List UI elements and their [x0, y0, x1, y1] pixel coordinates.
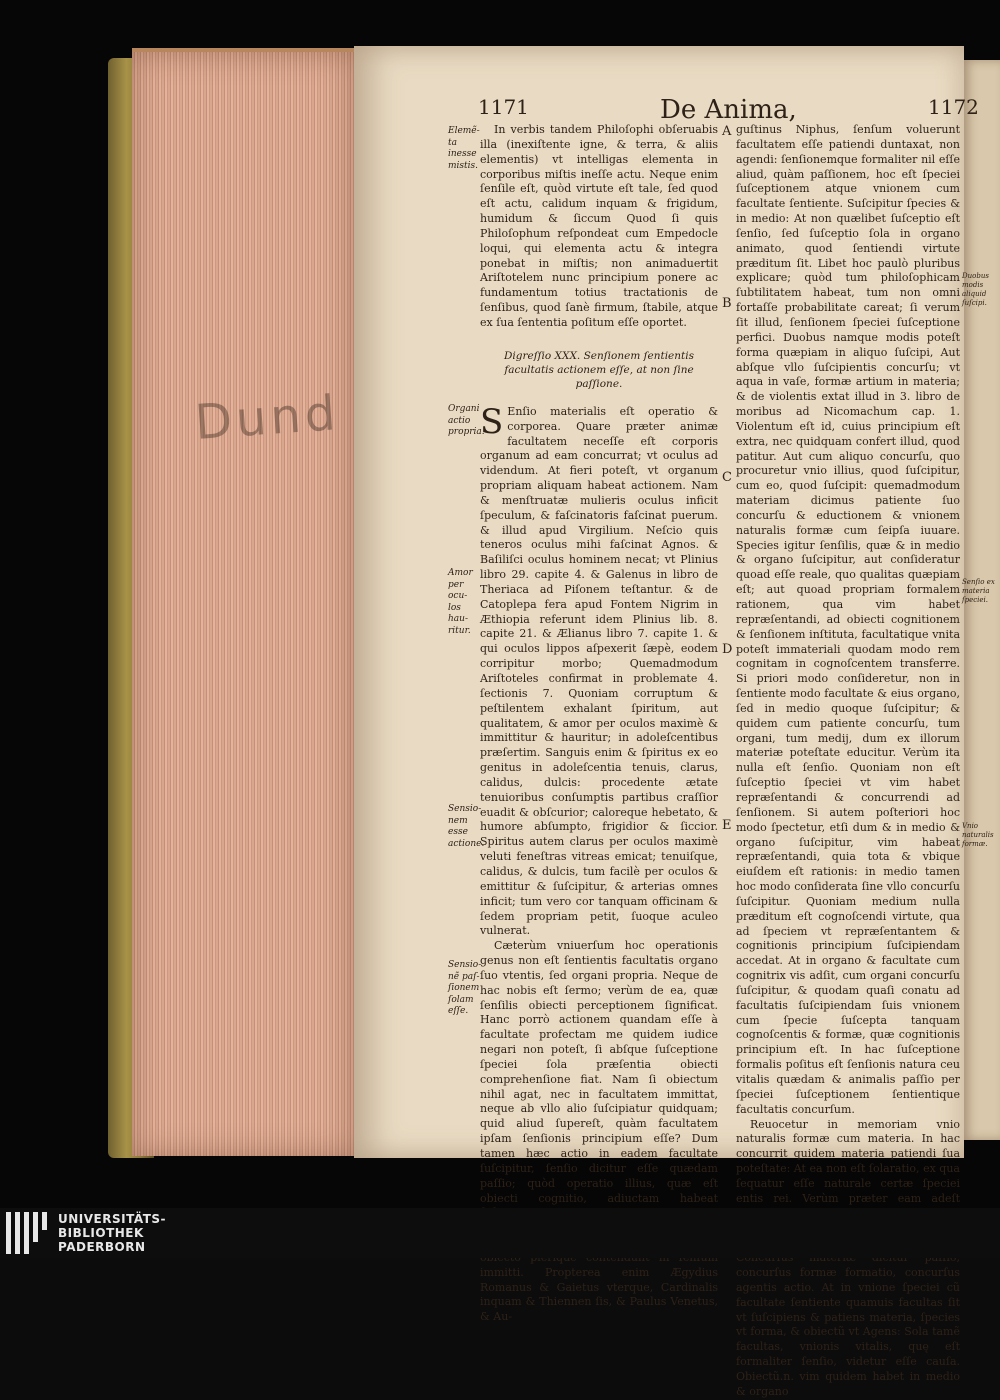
margin-note: Sensio-nẽ paſ-ſionem ſolam eſſe.: [448, 960, 482, 1016]
section-letter: B: [722, 296, 732, 311]
paragraph: Reuocetur in memoriam vnio naturalis formæ cum materia. In hac concurrit quidem materia patiendi ſua poteſtate: At ea non eſt ſolaratio, ex qua ſequatur eſſe naturale certæ ſpeciei entis rei. Verùm præter eam adeſt concurſus formæ formatio, concurſus agentis actio. At in vnione ſpeciei cũ facultate ſentiente quamuis facultas ſit vt ſuſcipiens & patiens materia, ſpecies vt forma, & obiectũ vt Agens: Sola tamẽ facultas, vnionis vitalis, quę eſt formaliter ſenſio, videtur eſſe cauſa. Obiectũ.n. vim quidem habet in medio & organo: [736, 1117, 960, 1398]
drop-cap: S: [480, 401, 504, 442]
margin-note-right: Duobus modis aliquid ſuſcipi.: [962, 272, 989, 307]
margin-note-right: Vnio naturalis formæ.: [962, 822, 994, 848]
margin-note: Organi actio propria.: [448, 404, 485, 437]
text-column-left: [480, 123, 718, 1325]
library-name-line: PADERBORN: [58, 1240, 146, 1254]
paragraph: [480, 401, 718, 939]
section-letter: A: [722, 124, 732, 139]
paragraph: Cæterùm vniuerſum hoc operationis genus non eſt ſentientis facultatis organo ſuo vtentis, ſed organi propria. Neque de hac nobis eſt ſermo; verùm de ea, quæ ſenſilis obiecti perceptionem ſignificat. Hanc porrò actionem quandam eſſe à facultate profectam me quidem iudice negari non poteſt, ſi abſque ſuſceptione ſpeciei ſola præſentia obiecti comprehenſione fiat. Nam ſi obiectum nihil agat, nec in facultatem immittat, neque ab vllo alio ſuſcipiatur quidquam; quid aliud ſupereſt, quàm facultatem ipſam ſenſionis principium eſſe? Dum tamen hæc actio in eadem facultate ſuſcipitur, ſenſio dicitur eſſe quædam paſſio; quòd operatio illius, quæ eſt obiecti cognitio, adiuctam habeat: [480, 939, 718, 1205]
margin-note: Amor per ocu-los hau-ritur.: [448, 568, 473, 636]
running-title: De Anima,: [660, 95, 797, 125]
library-logo-icon: [6, 1212, 50, 1254]
digression-heading: Digreſſio XXX. Senſionem ſentientis facultatis actionem eſſe, at non ſine paſſione.: [503, 349, 694, 390]
paragraph: In verbis tandem Philoſophi obſeruabis illa (inexiſtente igne, & terra, & aliis elementis) vt intelligas elementa in corporibus miſtis ineſſe actu. Neque enim ſenſile eſt, quòd virtute eſt tale, ſed quod eſt actu, calidum inquam & frigidum, humidum & ſiccum Quod ſi quis Philoſophum reſpondeat cum Empedocle loqui, qui elementa actu & integra ponebat in miſtis; non animaduertit Ariſtotelem nunc principium ponere ac fundamentum totius tractationis de ſenſibus, quod ſanè firmum, ſtabile, atque ex ſua ſententia poſitum eſſe oportet.: [480, 123, 718, 329]
margin-note-right: Senſio ex materia ſpeciei.: [962, 578, 995, 604]
page-number-left: 1171: [478, 95, 529, 119]
section-letter: E: [722, 818, 732, 833]
library-name: [58, 1212, 166, 1254]
library-name-line: BIBLIOTHEK: [58, 1226, 144, 1240]
margin-note: Sensio-nem esse actione.: [448, 804, 485, 849]
library-name-line: UNIVERSITÄTS-: [58, 1212, 167, 1226]
paragraph-text: Enſio materialis eſt operatio & corporea. Quare præter animæ facultatem neceſſe eſt corporis organum ad eam concurrat; vt oculus ad videndum. At fieri poteſt, vt organum propriam aliquam habeat actionem. Nam & menſtruatæ mulieris oculus inficit ſpeculum, & faſcinatoris faſcinat puerum. & illud apud Virgilium. Neſcio quis teneros oculus mihi faſcinat Agnos. & Baſiliſci oculus hominem necat; vt Plinius libro 29. capite 4. & Galenus in libro de Theriaca ad Piſonem teſtantur. & de Catoplepa fera apud Fontem Nigrim in Æthiopia referunt idem Plinius lib. 8. capite 21. & Ælianus libro 7. capite 1. & qui oculos lippos aſpexerit ſæpè, eodem corripitur morbo; Quemadmodum Ariſtoteles confirmat in problemate 4. ſectionis 7. Quoniam corruptum & peſtilentem exhalant ſpiritum, aut qualitatem, & amor per oculos maximè & immittitur & hauritur; in adoleſcentibus præſertim. Sanguis enim & ſpiritus ex eo genitus in adoleſcentia tenuis, clarus, calidus, dulcis: procedente ætate tenuioribus conſumptis partibus craſſior euadit & obſcurior; caloreque hebetato, & humore abſumpto, frigidior & ſiccior. Spiritus autem clarus per oculos maximè veluti feneſtras vitreas emicat; tenuiſque, calidus, & dulcis, tum facilè per oculos & emittitur & ſuſcipitur, & arterias omnes inficit; tum vero cor tanquam officinam & ſedem propriam petit, ſuoque aculeo vulnerat.: [480, 404, 718, 938]
section-letter: C: [722, 470, 732, 485]
ink-stamp: Dund: [193, 385, 342, 451]
section-letter: D: [722, 642, 733, 657]
library-footer: [0, 1208, 1000, 1258]
page-edges: [132, 52, 354, 1156]
paragraph: immitti. Propterea enim Ægydius Romanus & Gaietus vterque, Cardinalis inquam & Thiennen ſis, & Paulus Venetus, & Au-: [480, 1265, 718, 1324]
paragraph: guſtinus Niphus, ſenſum voluerunt facultatem eſſe patiendi duntaxat, non agendi: ſenſionemque formaliter nil eſſe aliud, quàm paſſionem, hoc eſt ſpeciei ſuſceptionem atque vnionem cum facultate ſentiente. Suſcipitur ſpecies & in medio: At non quælibet ſuſceptio eſt ſenſio, ſed ſuſceptio ſola in organo animato, quod ſentiendi virtute præditum ſit. Libet hoc paulò pluribus explicare; quòd tum philoſophicam ſubtilitatem habeat, tum non omni fortaſſe probabilitate careat; ſi verum ſit illud, ſenſionem ſpeciei ſuſceptione perfici. Duobus namque modis poteſt forma quæpiam in aliquo ſuſcipi, Aut abſque vllo ſuſcipientis concurſu; vt aqua in vaſe, formæ artium in materia; & de violentis extat illud in 3. libro de moribus ad Nicomachum cap. 1. Violentum eſt id, cuius principium eſt extra, nec quidquam confert illud, quod patitur. Aut cum aliquo concurſu, quo procuretur vnio illius, quod ſuſcipitur, cum eo, quod ſuſcipit: quemadmodum materiam dicimus patiente ſuo concurſu & eductionem & vnionem naturalis formæ cum ſeipſa iuuare. Species igitur ſenſilis, quæ & in medio & organo ſuſcipitur, aut conſideratur quoad eſſe reale, quo qualitas quæpiam eſt; aut quoad propriam formalem rationem, qua vim habet repræſentandi, ad obiecti cognitionem & ſenſionem inſtituta, facultatique vnita poteſt immateriali quodam modo rem cognitam in cognoſcentem transferre. Si priori modo conſideretur, non in ſentiente modo facultate & eius organo, ſed in medio quoque ſuſcipitur; & quidem cum patiente concurſu, tum organi, tum medij, dum ex illorum materiæ poteſtate educitur. Verùm ita nulla eſt ſenſio. Quoniam non eſt ſuſceptio ſpeciei vt vim habet repræſentandi & concurrendi ad ſenſionem. Si autem poſteriori hoc modo ſpectetur, etſi dum & in medio & organo ſuſcipitur, vim habeat repræſentandi, quia tota & vbique eiuſdem eſt rationis: in medio tamen hoc modo conſiderata ſine vllo concurſu ſuſcipitur. Quoniam medium nulla præditum eſt cognoſcendi virtute, qua ad ſpeciem vt repræſentantem & cognitionis principium ſuſcipiendam accedat. At in organo & facultate cum cognitrix vis adſit, cum organi concurſu ſuſcipitur, & quodam quaſi conatu ad facultatis ſuſcipiendam ſuis vnionem cum ſpecie ſuſcepta tanquam cognoſcentis & formæ, quæ cognitionis principium eſt. In hac ſuſceptione formalis poſitus eſt ſenſionis natura ceu vitalis quædam & animalis paſſio per ſpeciei ſuſceptionem ſentientique facultatis concurſum.: [736, 123, 960, 1116]
margin-note: Elemẽ-ta inesse mistis.: [448, 126, 480, 171]
page-number-right: 1172: [928, 95, 979, 119]
